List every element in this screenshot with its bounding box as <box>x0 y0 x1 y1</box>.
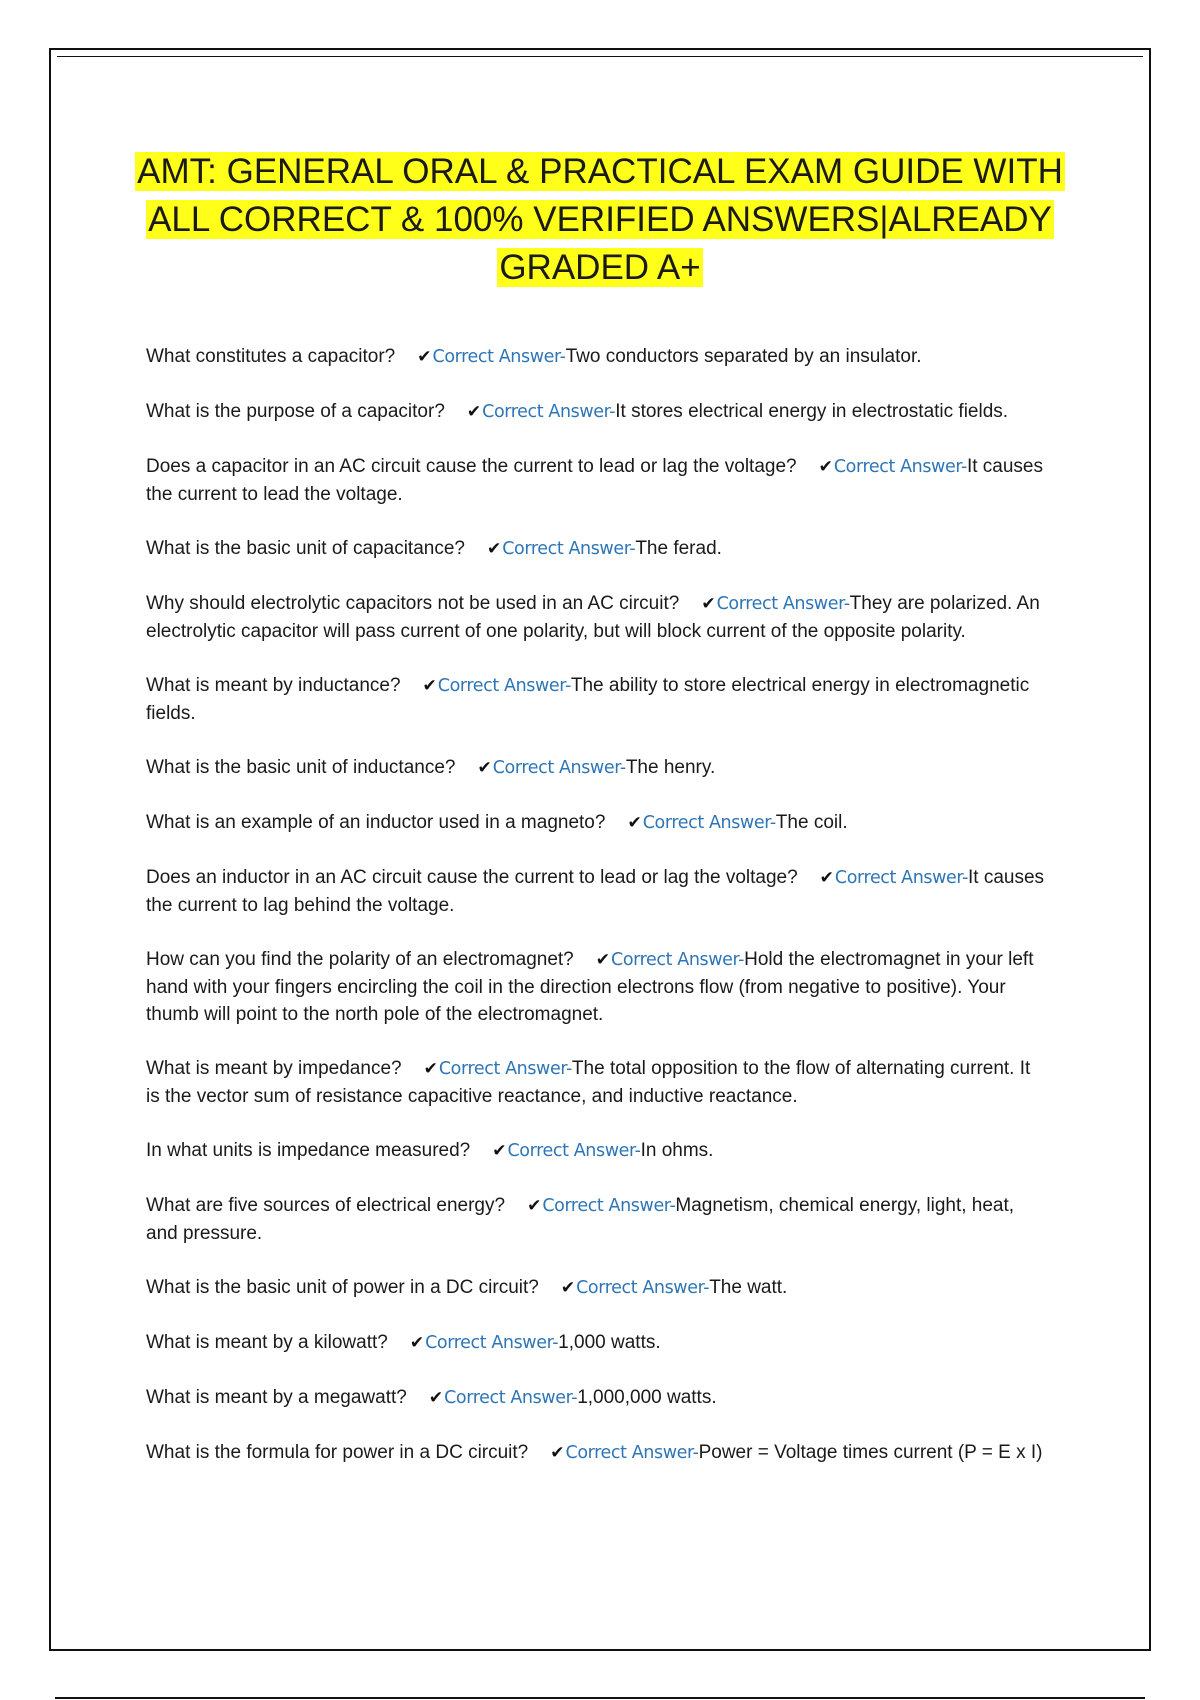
check-icon: ✔ <box>423 1059 438 1078</box>
qa-item <box>146 1274 1046 1302</box>
answer-label: Correct Answer- <box>482 402 616 422</box>
answer-label: Correct Answer- <box>611 950 745 970</box>
title-line <box>100 244 1100 292</box>
answer-label: Correct Answer- <box>425 1333 559 1353</box>
answer-text: Two conductors separated by an insulator. <box>565 346 922 367</box>
answer-label: Correct Answer- <box>432 347 566 367</box>
answer-label: Correct Answer- <box>492 758 626 778</box>
answer-label: Correct Answer- <box>438 1059 572 1079</box>
check-icon: ✔ <box>701 594 716 613</box>
check-icon: ✔ <box>627 813 642 832</box>
question-text: What is the basic unit of capacitance? <box>146 538 465 559</box>
check-icon: ✔ <box>818 457 833 476</box>
qa-item <box>146 590 1046 645</box>
check-icon: ✔ <box>422 676 437 695</box>
question-text: Does a capacitor in an AC circuit cause the current to lead or lag the voltage? <box>146 456 797 477</box>
question-text: What is meant by a kilowatt? <box>146 1332 388 1353</box>
title-line-text: AMT: GENERAL ORAL & PRACTICAL EXAM GUIDE WITH <box>137 152 1063 191</box>
check-icon: ✔ <box>417 347 432 366</box>
answer-text: Magnetism, chemical energy, light, heat, and pressure. <box>146 1195 1015 1244</box>
qa-item <box>146 398 1046 426</box>
answer-label: Correct Answer- <box>507 1141 641 1161</box>
title-line <box>100 148 1100 196</box>
answer-label: Correct Answer- <box>833 457 967 477</box>
question-text: What is the basic unit of power in a DC circuit? <box>146 1277 539 1298</box>
question-text: What is meant by inductance? <box>146 675 401 696</box>
question-text: In what units is impedance measured? <box>146 1140 471 1161</box>
qa-item <box>146 864 1046 919</box>
check-icon: ✔ <box>595 950 611 969</box>
qa-item <box>146 1329 1046 1357</box>
top-rule <box>57 56 1143 57</box>
title-line <box>100 196 1100 244</box>
qa-item <box>146 809 1046 837</box>
title-line-text: ALL CORRECT & 100% VERIFIED ANSWERS|ALREADY <box>148 200 1052 239</box>
qa-item <box>146 1055 1046 1110</box>
answer-text: The coil. <box>775 812 848 833</box>
answer-label: Correct Answer- <box>437 676 571 696</box>
check-icon: ✔ <box>409 1333 425 1352</box>
answer-text: Power = Voltage times current (P = E x I) <box>698 1442 1043 1463</box>
qa-item <box>146 1137 1046 1165</box>
answer-text: In ohms. <box>640 1140 714 1161</box>
answer-label: Correct Answer- <box>565 1443 699 1463</box>
answer-label: Correct Answer- <box>834 868 969 888</box>
check-icon: ✔ <box>550 1443 565 1462</box>
qa-item <box>146 946 1046 1028</box>
qa-item <box>146 754 1046 782</box>
qa-item <box>146 343 1046 371</box>
answer-label: Correct Answer- <box>642 813 776 833</box>
qa-item <box>146 1192 1046 1247</box>
question-text: What is an example of an inductor used in a magneto? <box>146 812 606 833</box>
answer-text: It causes the current to lead the voltage. <box>146 456 1043 505</box>
answer-text: The ferad. <box>635 538 722 559</box>
check-icon: ✔ <box>560 1278 576 1297</box>
check-icon: ✔ <box>819 868 834 887</box>
qa-item <box>146 1384 1046 1412</box>
question-text: Does an inductor in an AC circuit cause the current to lead or lag the voltage? <box>146 867 798 888</box>
answer-label: Correct Answer- <box>542 1196 676 1216</box>
answer-text: The watt. <box>709 1277 788 1298</box>
answer-text: The total opposition to the flow of alternating current. It is the vector sum of resistance capacitive reactance, and inductive reactance. <box>146 1058 1031 1107</box>
check-icon: ✔ <box>486 539 502 558</box>
answer-label: Correct Answer- <box>502 539 636 559</box>
qa-item <box>146 535 1046 563</box>
answer-text: 1,000,000 watts. <box>577 1387 717 1408</box>
question-text: How can you find the polarity of an electromagnet? <box>146 949 574 970</box>
answer-text: 1,000 watts. <box>558 1332 661 1353</box>
check-icon: ✔ <box>466 402 482 421</box>
answer-text: It causes the current to lag behind the voltage. <box>146 867 1045 916</box>
check-icon: ✔ <box>477 758 492 777</box>
question-text: What constitutes a capacitor? <box>146 346 396 367</box>
answer-text: The ability to store electrical energy in electromagnetic fields. <box>146 675 1030 724</box>
qa-list <box>146 343 1046 1494</box>
question-text: What are five sources of electrical energy? <box>146 1195 506 1216</box>
document-title <box>100 148 1100 292</box>
qa-item <box>146 453 1046 508</box>
qa-item <box>146 672 1046 727</box>
qa-item <box>146 1439 1046 1467</box>
question-text: What is the basic unit of inductance? <box>146 757 456 778</box>
bottom-rule <box>55 1697 1145 1699</box>
question-text: What is meant by a megawatt? <box>146 1387 407 1408</box>
answer-text: The henry. <box>625 757 716 778</box>
answer-text: Hold the electromagnet in your left hand with your fingers encircling the coil in the direction electrons flow (from negative to positive). Your thumb will point to the north pole of the electromagnet. <box>146 949 1034 1025</box>
check-icon: ✔ <box>428 1388 444 1407</box>
title-line-text: GRADED A+ <box>499 248 701 287</box>
question-text: Why should electrolytic capacitors not be used in an AC circuit? <box>146 593 680 614</box>
question-text: What is the purpose of a capacitor? <box>146 401 445 422</box>
check-icon: ✔ <box>527 1196 542 1215</box>
answer-label: Correct Answer- <box>716 594 850 614</box>
answer-label: Correct Answer- <box>576 1278 710 1298</box>
answer-label: Correct Answer- <box>444 1388 578 1408</box>
answer-text: It stores electrical energy in electrostatic fields. <box>615 401 1009 422</box>
question-text: What is meant by impedance? <box>146 1058 402 1079</box>
question-text: What is the formula for power in a DC circuit? <box>146 1442 529 1463</box>
check-icon: ✔ <box>492 1141 507 1160</box>
answer-text: They are polarized. An electrolytic capacitor will pass current of one polarity, but will block current of the opposite polarity. <box>146 593 1040 642</box>
